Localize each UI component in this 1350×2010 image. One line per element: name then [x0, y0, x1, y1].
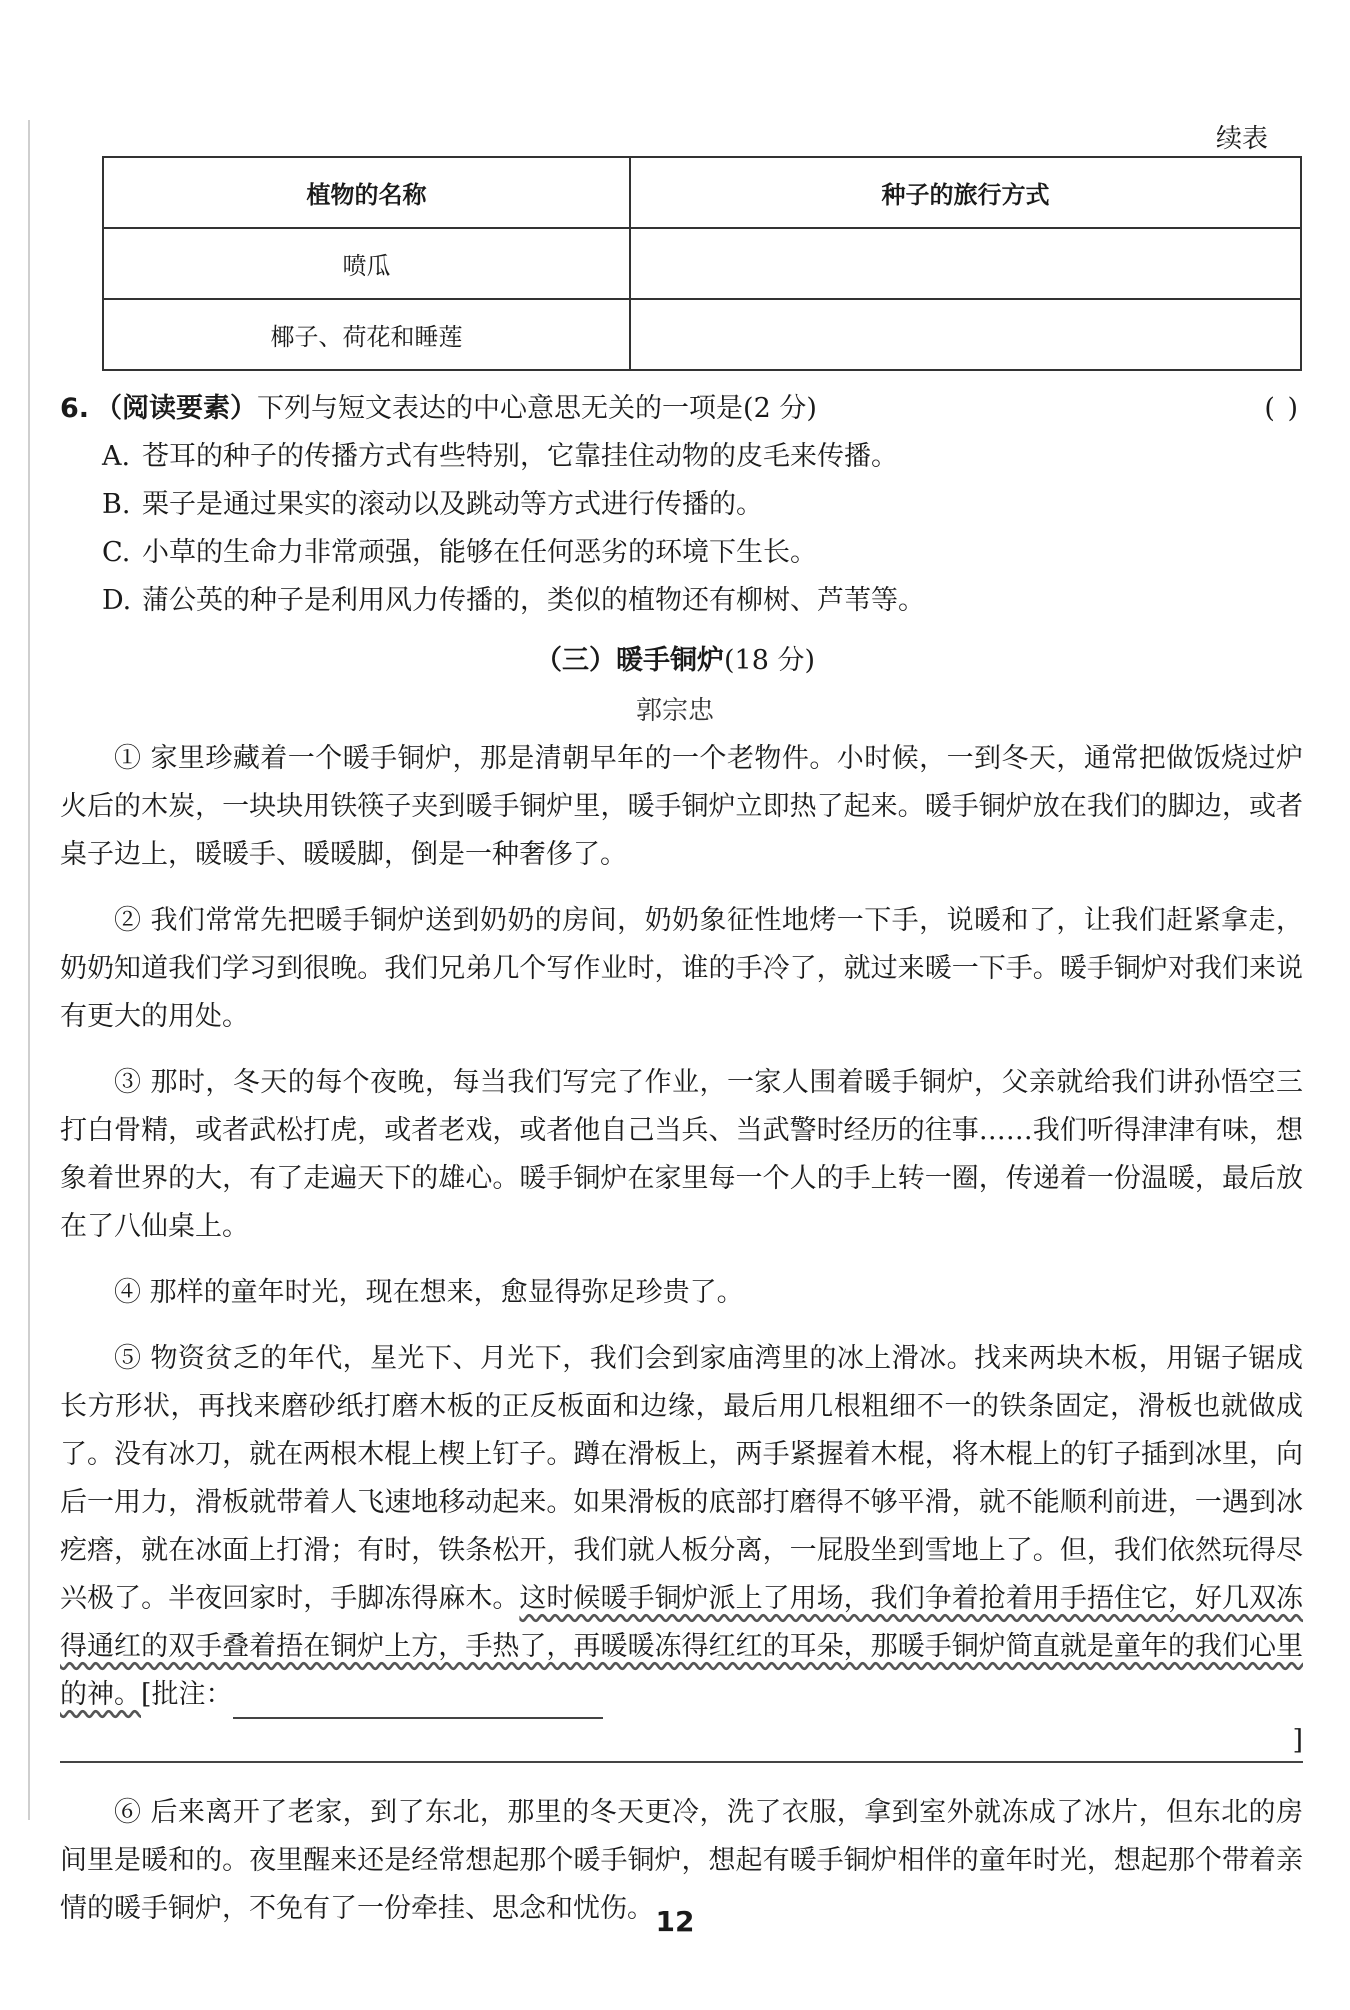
continued-table-label: 续表: [1215, 124, 1268, 154]
option-letter: B.: [102, 489, 131, 520]
question-6: [60, 385, 1300, 625]
page-number: 12: [655, 1905, 695, 1938]
option-letter: D.: [102, 585, 132, 616]
question-number: 6.: [60, 393, 90, 424]
annotation-blank[interactable]: [233, 1687, 603, 1719]
section-label: （三）暖手铜炉: [534, 645, 724, 676]
option-letter: A.: [102, 441, 131, 472]
paragraph-1: ① 家里珍藏着一个暖手铜炉，那是清朝早年的一个老物件。小时候，一到冬天，通常把做饭烧过炉火后的木炭，一块块用铁筷子夹到暖手铜炉里，暖手铜炉立即热了起来。暖手铜炉放在我们的脚边，或者桌子边上，暖暖手、暖暖脚，倒是一种奢侈了。: [60, 743, 1303, 870]
table-cell-answer-blank[interactable]: [630, 299, 1301, 370]
table-row: [103, 299, 1301, 370]
table-cell-plant: 椰子、荷花和睡莲: [103, 299, 630, 370]
table-cell-plant: 喷瓜: [103, 228, 630, 299]
annotation-close-bracket: ]: [1292, 1725, 1303, 1756]
paragraph-5: [60, 1335, 1303, 1719]
option-text: 苍耳的种子的传播方式有些特别，它靠挂住动物的皮毛来传播。: [142, 441, 898, 472]
question-stem-text: 下列与短文表达的中心意思无关的一项是(2 分): [257, 393, 817, 424]
paragraph-5-text: ⑤ 物资贫乏的年代，星光下、月光下，我们会到家庙湾里的冰上滑冰。找来两块木板，用锯子锯成长方形状，再找来磨砂纸打磨木板的正反板面和边缘，最后用几根粗细不一的铁条固定，滑板也就做成了。没有冰刀，就在两根木棍上楔上钉子。蹲在滑板上，两手紧握着木棍，将木棍上的钉子插到冰里，向后一用力，滑板就带着人飞速地移动起来。如果滑板的底部打磨得不够平滑，就不能顺利前进，一遇到冰疙瘩，就在冰面上打滑；有时，铁条松开，我们就人板分离，一屁股坐到雪地上了。但，我们依然玩得尽兴极了。半夜回家时，手脚冻得麻木。: [60, 1343, 1303, 1614]
question-stem: [60, 385, 817, 433]
table-row: [103, 228, 1301, 299]
wavy-underlined-sentence: 这时候暖手铜炉派上了用场，我们争着抢着用手捂住它，好几双冻得通红的双手叠着捂在铜炉上方，手热了，再暖暖冻得红红的耳朵，那暖手铜炉简直就是童年的我们心里的神。: [60, 1583, 1304, 1710]
section-title: [0, 638, 1350, 677]
option-c[interactable]: [60, 529, 1300, 577]
section-score: (18 分): [723, 645, 815, 676]
option-letter: C.: [102, 537, 131, 568]
option-text: 小草的生命力非常顽强，能够在任何恶劣的环境下生长。: [142, 537, 817, 568]
seed-travel-table: [102, 156, 1302, 371]
annotation-label: [批注：: [141, 1679, 233, 1710]
author-name: 郭宗忠: [635, 696, 714, 726]
option-text: 栗子是通过果实的滚动以及跳动等方式进行传播的。: [142, 489, 763, 520]
paragraph-3: ③ 那时，冬天的每个夜晚，每当我们写完了作业，一家人围着暖手铜炉，父亲就给我们讲孙悟空三打白骨精，或者武松打虎，或者老戏，或者他自己当兵、当武警时经历的往事……我们听得津津有味，想象着世界的大，有了走遍天下的雄心。暖手铜炉在家里每一个人的手上转一圈，传递着一份温暖，最后放在了八仙桌上。: [60, 1067, 1303, 1242]
option-text: 蒲公英的种子是利用风力传播的，类似的植物还有柳树、芦苇等。: [142, 585, 925, 616]
option-b[interactable]: [60, 481, 1300, 529]
option-a[interactable]: [60, 433, 1300, 481]
page-margin-line: [28, 120, 30, 1820]
table-header-plant-name: 植物的名称: [103, 157, 630, 228]
paragraph-2: ② 我们常常先把暖手铜炉送到奶奶的房间，奶奶象征性地烤一下手，说暖和了，让我们赶紧拿走，奶奶知道我们学习到很晚。我们兄弟几个写作业时，谁的手冷了，就过来暖一下手。暖手铜炉对我们来说有更大的用处。: [60, 905, 1303, 1032]
table-cell-answer-blank[interactable]: [630, 228, 1301, 299]
question-tag: （阅读要素）: [95, 393, 258, 424]
table-header-travel-method: 种子的旅行方式: [630, 157, 1301, 228]
reading-passage: [60, 735, 1303, 1951]
question-stem-line: [60, 385, 1300, 433]
answer-blank[interactable]: ( ): [1264, 393, 1300, 424]
table-header-row: [103, 157, 1301, 228]
option-d[interactable]: [60, 577, 1300, 625]
paragraph-4: ④ 那样的童年时光，现在想来，愈显得弥足珍贵了。: [114, 1277, 744, 1308]
annotation-answer-line[interactable]: [60, 1723, 1303, 1763]
paragraph-6: ⑥ 后来离开了老家，到了东北，那里的冬天更冷，洗了衣服，拿到室外就冻成了冰片，但东北的房间里是暖和的。夜里醒来还是经常想起那个暖手铜炉，想起有暖手铜炉相伴的童年时光，想起那个带着亲情的暖手铜炉，不免有了一份牵挂、思念和忧伤。: [60, 1797, 1303, 1924]
